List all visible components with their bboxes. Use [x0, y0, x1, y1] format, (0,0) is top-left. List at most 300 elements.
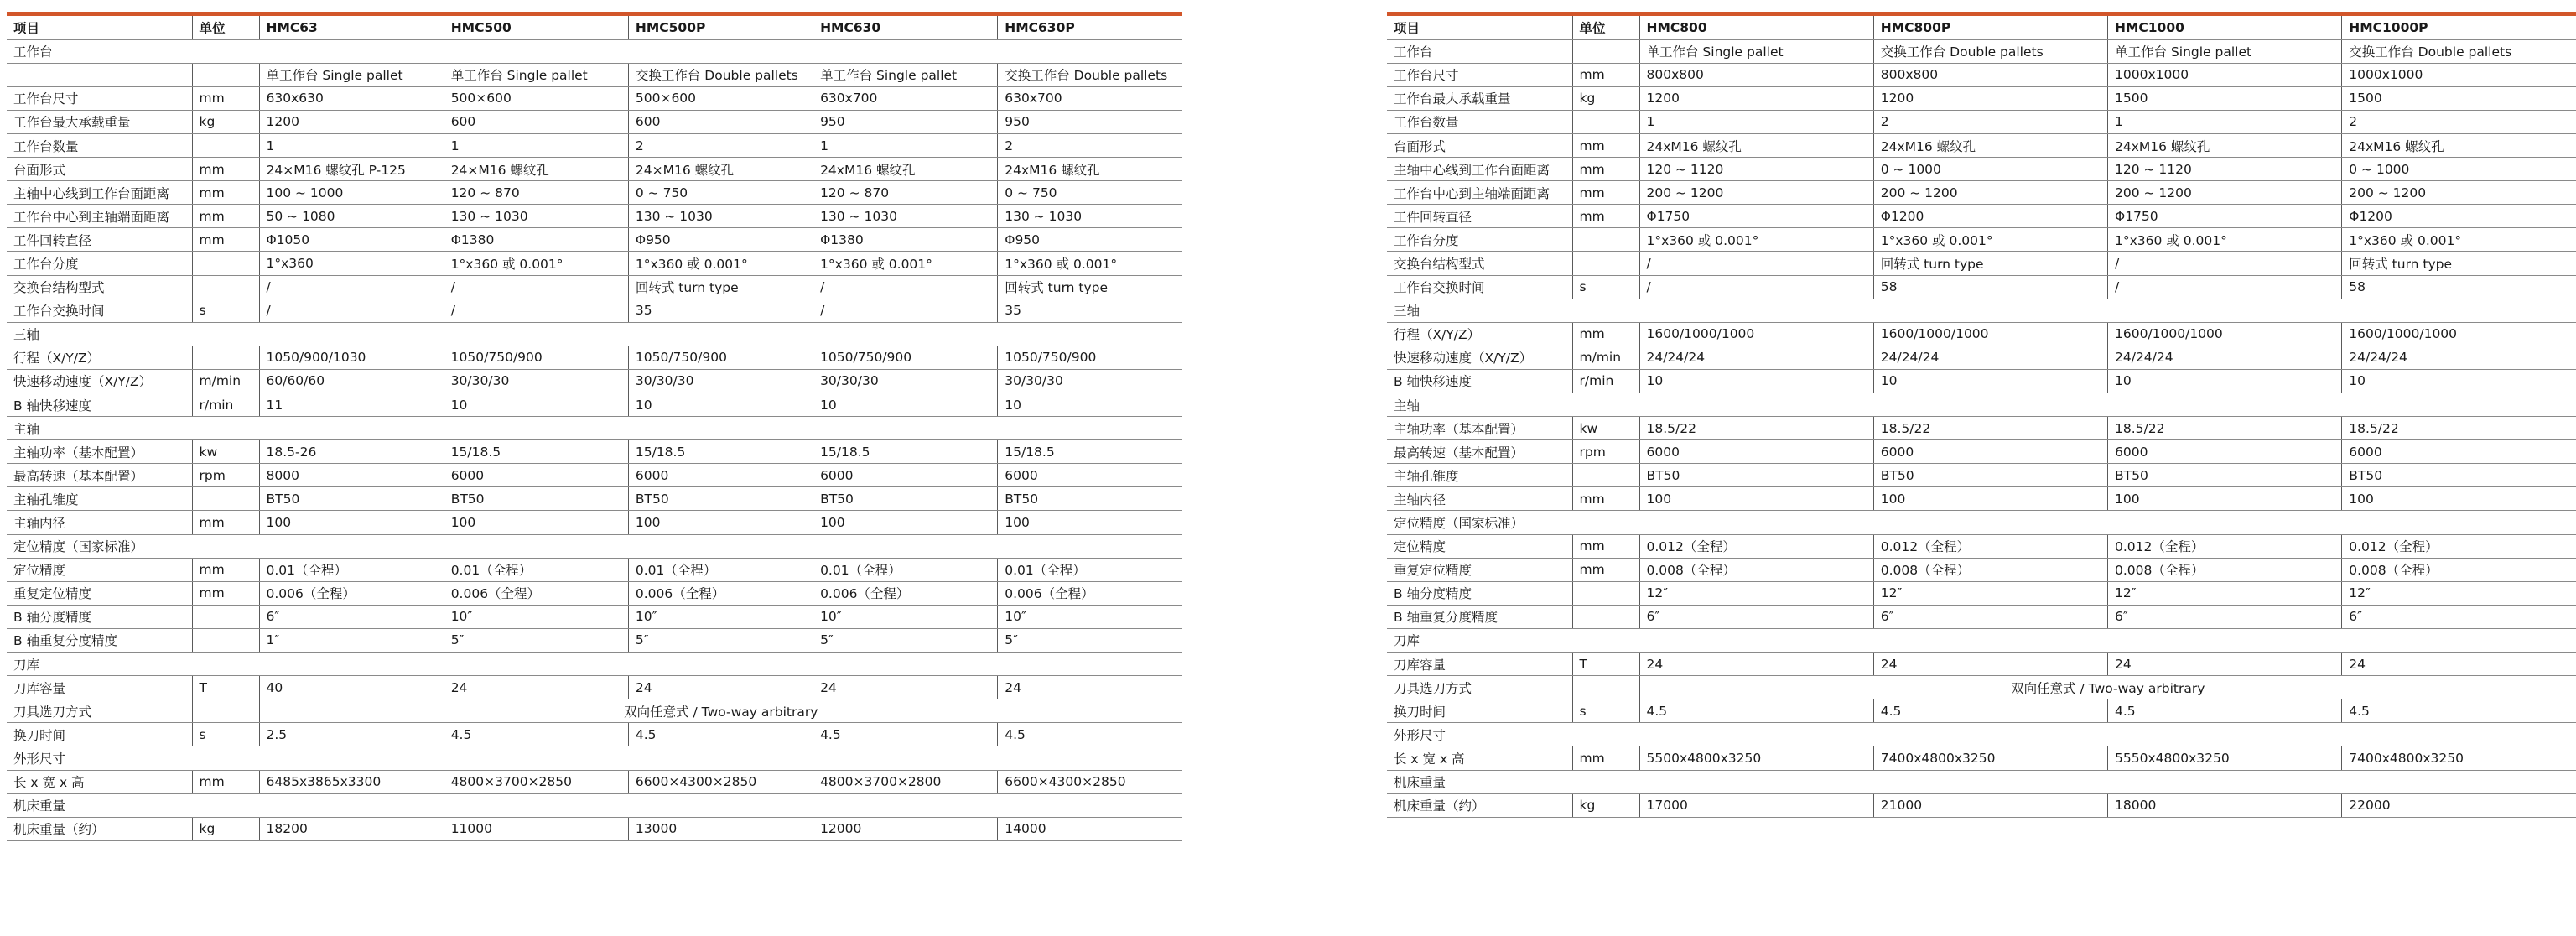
- section-label: 定位精度（国家标准）: [1387, 511, 2576, 534]
- unit-cell: s: [1572, 699, 1639, 723]
- table-row: [1387, 534, 2576, 558]
- table-row: [1387, 746, 2576, 770]
- table-row: [7, 133, 1182, 157]
- value-cell: 6485x3865x3300: [259, 770, 444, 793]
- unit-cell: mm: [192, 228, 259, 252]
- value-cell: 单工作台 Single pallet: [2108, 39, 2342, 63]
- value-cell: 1°x360: [259, 252, 444, 275]
- value-cell: 130 ~ 1030: [444, 205, 628, 228]
- unit-cell: mm: [192, 86, 259, 110]
- row-label: 主轴孔锥度: [7, 487, 192, 511]
- value-cell: 24×M16 螺纹孔: [628, 158, 813, 181]
- value-cell: 24/24/24: [1639, 346, 1873, 369]
- section-label: 外形尺寸: [1387, 723, 2576, 746]
- table-row: [1387, 605, 2576, 628]
- value-cell: 0 ~ 750: [998, 181, 1182, 205]
- value-cell: 8000: [259, 464, 444, 487]
- spec-table-right: [1387, 16, 2576, 818]
- unit-cell: [192, 628, 259, 652]
- unit-cell: [1572, 110, 1639, 133]
- value-cell: Φ1050: [259, 228, 444, 252]
- row-label: 刀具选刀方式: [1387, 676, 1572, 699]
- unit-cell: [1572, 676, 1639, 699]
- row-label: B 轴重复分度精度: [1387, 605, 1572, 628]
- value-cell: /: [813, 299, 998, 322]
- unit-cell: kg: [1572, 793, 1639, 817]
- row-label: 最高转速（基本配置）: [7, 464, 192, 487]
- value-cell: 120 ~ 1120: [1639, 158, 1873, 181]
- value-cell: Φ950: [998, 228, 1182, 252]
- unit-cell: [1572, 581, 1639, 605]
- value-cell: 11: [259, 393, 444, 417]
- value-cell: 4.5: [628, 723, 813, 746]
- value-cell: Φ1750: [2108, 205, 2342, 228]
- unit-cell: kg: [192, 817, 259, 840]
- value-cell: 5″: [628, 628, 813, 652]
- value-cell: 6″: [2108, 605, 2342, 628]
- table-row: [1387, 346, 2576, 369]
- value-cell: 1200: [259, 110, 444, 133]
- row-label: 工作台尺寸: [1387, 63, 1572, 86]
- table-row: [1387, 699, 2576, 723]
- value-cell: 950: [813, 110, 998, 133]
- table-row: [7, 275, 1182, 299]
- value-cell: /: [444, 275, 628, 299]
- value-cell: 24/24/24: [2342, 346, 2576, 369]
- value-cell: 1000x1000: [2108, 63, 2342, 86]
- value-cell: 5550x4800x3250: [2108, 746, 2342, 770]
- table-row: [7, 158, 1182, 181]
- section-label: 外形尺寸: [7, 746, 1182, 770]
- value-cell: 回转式 turn type: [998, 275, 1182, 299]
- row-label: B 轴快移速度: [7, 393, 192, 417]
- value-cell: 100: [259, 511, 444, 534]
- value-cell: 12″: [2108, 581, 2342, 605]
- table-row: [7, 369, 1182, 393]
- unit-cell: mm: [192, 511, 259, 534]
- value-cell: 120 ~ 1120: [2108, 158, 2342, 181]
- unit-cell: [192, 275, 259, 299]
- row-label: 机床重量（约）: [1387, 793, 1572, 817]
- row-label: 工作台分度: [1387, 228, 1572, 252]
- table-row: [7, 181, 1182, 205]
- value-cell: /: [813, 275, 998, 299]
- value-cell: 回转式 turn type: [628, 275, 813, 299]
- value-cell: 15/18.5: [998, 440, 1182, 464]
- value-cell: 交换工作台 Double pallets: [2342, 39, 2576, 63]
- value-cell: 1: [2108, 110, 2342, 133]
- value-cell: 1°x360 或 0.001°: [2108, 228, 2342, 252]
- value-cell: 58: [2342, 275, 2576, 299]
- header-cell: HMC500: [444, 16, 628, 39]
- unit-cell: [192, 252, 259, 275]
- section-label: 机床重量: [1387, 770, 2576, 793]
- unit-cell: [1572, 39, 1639, 63]
- section-row: [7, 746, 1182, 770]
- value-cell: 24: [2108, 653, 2342, 676]
- value-cell: 22000: [2342, 793, 2576, 817]
- unit-cell: [1572, 605, 1639, 628]
- value-cell: /: [1639, 252, 1873, 275]
- unit-cell: s: [1572, 275, 1639, 299]
- value-cell: 4.5: [1873, 699, 2107, 723]
- value-cell: 4.5: [2342, 699, 2576, 723]
- unit-cell: mm: [1572, 487, 1639, 511]
- value-cell: 24: [813, 676, 998, 699]
- value-cell: 24xM16 螺纹孔: [1639, 133, 1873, 157]
- unit-cell: r/min: [192, 393, 259, 417]
- value-cell: 单工作台 Single pallet: [813, 63, 998, 86]
- unit-cell: [192, 63, 259, 86]
- value-cell: 2.5: [259, 723, 444, 746]
- row-label: 定位精度: [1387, 534, 1572, 558]
- table-row: [1387, 133, 2576, 157]
- value-cell: 0.008（全程）: [2108, 558, 2342, 581]
- value-cell: Φ1380: [444, 228, 628, 252]
- value-cell: BT50: [2342, 464, 2576, 487]
- header-cell: HMC800P: [1873, 16, 2107, 39]
- row-label: 主轴中心线到工作台面距离: [7, 181, 192, 205]
- value-cell: 10: [813, 393, 998, 417]
- value-cell: 2: [998, 133, 1182, 157]
- value-cell: 500×600: [628, 86, 813, 110]
- value-cell: 800x800: [1639, 63, 1873, 86]
- value-cell: 15/18.5: [628, 440, 813, 464]
- spec-panel-right: [1387, 12, 2576, 818]
- value-cell: 10″: [444, 605, 628, 628]
- value-cell: 200 ~ 1200: [1873, 181, 2107, 205]
- value-cell: 200 ~ 1200: [1639, 181, 1873, 205]
- section-label: 主轴: [1387, 393, 2576, 417]
- row-label: 工件回转直径: [1387, 205, 1572, 228]
- row-label: 最高转速（基本配置）: [1387, 440, 1572, 464]
- row-label: 主轴内径: [1387, 487, 1572, 511]
- unit-cell: mm: [192, 158, 259, 181]
- unit-cell: [1572, 252, 1639, 275]
- table-row: [1387, 676, 2576, 699]
- row-label: 工作台分度: [7, 252, 192, 275]
- section-row: [1387, 511, 2576, 534]
- row-label: 工作台数量: [1387, 110, 1572, 133]
- section-row: [1387, 299, 2576, 322]
- value-cell: 10: [2108, 369, 2342, 393]
- row-label: 台面形式: [7, 158, 192, 181]
- table-row: [1387, 39, 2576, 63]
- table-row: [7, 770, 1182, 793]
- table-row: [7, 581, 1182, 605]
- value-cell: 1°x360 或 0.001°: [2342, 228, 2576, 252]
- value-cell: 单工作台 Single pallet: [1639, 39, 1873, 63]
- value-cell: 1°x360 或 0.001°: [628, 252, 813, 275]
- unit-cell: T: [1572, 653, 1639, 676]
- value-cell: BT50: [998, 487, 1182, 511]
- header-row: [1387, 16, 2576, 39]
- value-cell: 1°x360 或 0.001°: [444, 252, 628, 275]
- unit-cell: mm: [1572, 322, 1639, 346]
- value-cell: 6000: [628, 464, 813, 487]
- section-label: 机床重量: [7, 793, 1182, 817]
- value-cell: 5500x4800x3250: [1639, 746, 1873, 770]
- value-cell: 24xM16 螺纹孔: [998, 158, 1182, 181]
- value-cell: 500×600: [444, 86, 628, 110]
- value-cell: 1500: [2108, 86, 2342, 110]
- value-cell: 630x700: [813, 86, 998, 110]
- table-row: [1387, 793, 2576, 817]
- table-row: [7, 464, 1182, 487]
- table-row: [7, 723, 1182, 746]
- value-cell: 13000: [628, 817, 813, 840]
- value-cell: 4.5: [998, 723, 1182, 746]
- row-label: 工作台交换时间: [7, 299, 192, 322]
- value-cell: /: [444, 299, 628, 322]
- value-cell: 18200: [259, 817, 444, 840]
- value-cell: 10: [998, 393, 1182, 417]
- row-label: 快速移动速度（X/Y/Z）: [7, 369, 192, 393]
- value-cell: 14000: [998, 817, 1182, 840]
- unit-cell: [192, 699, 259, 723]
- table-row: [1387, 464, 2576, 487]
- unit-cell: [1572, 464, 1639, 487]
- value-cell: 200 ~ 1200: [2342, 181, 2576, 205]
- value-cell: 1200: [1873, 86, 2107, 110]
- value-cell: 24: [1873, 653, 2107, 676]
- value-cell: 24×M16 螺纹孔: [444, 158, 628, 181]
- row-label: 长 x 宽 x 高: [1387, 746, 1572, 770]
- table-row: [1387, 181, 2576, 205]
- value-cell: 6000: [2108, 440, 2342, 464]
- table-row: [7, 110, 1182, 133]
- table-row: [1387, 86, 2576, 110]
- row-label: 工作台中心到主轴端面距离: [7, 205, 192, 228]
- table-row: [1387, 158, 2576, 181]
- value-cell: 100: [1873, 487, 2107, 511]
- value-cell: 18.5/22: [1639, 417, 1873, 440]
- value-cell: 21000: [1873, 793, 2107, 817]
- value-cell: 10: [1873, 369, 2107, 393]
- value-cell: 回转式 turn type: [2342, 252, 2576, 275]
- value-cell: 600: [628, 110, 813, 133]
- table-row: [1387, 487, 2576, 511]
- value-cell: 6000: [813, 464, 998, 487]
- value-cell: 5″: [998, 628, 1182, 652]
- unit-cell: [192, 133, 259, 157]
- value-cell: 630x700: [998, 86, 1182, 110]
- value-cell: 6″: [1873, 605, 2107, 628]
- value-cell: 单工作台 Single pallet: [259, 63, 444, 86]
- row-label: 工作台中心到主轴端面距离: [1387, 181, 1572, 205]
- unit-cell: mm: [1572, 63, 1639, 86]
- value-cell: 1°x360 或 0.001°: [998, 252, 1182, 275]
- value-cell: 12″: [1873, 581, 2107, 605]
- table-row: [7, 605, 1182, 628]
- unit-cell: [192, 605, 259, 628]
- section-row: [1387, 628, 2576, 652]
- value-cell: 6000: [998, 464, 1182, 487]
- value-cell: 1″: [259, 628, 444, 652]
- value-cell: BT50: [813, 487, 998, 511]
- value-cell: BT50: [628, 487, 813, 511]
- value-cell: 0 ~ 1000: [2342, 158, 2576, 181]
- section-row: [7, 322, 1182, 346]
- value-cell: 10: [444, 393, 628, 417]
- value-cell: 7400x4800x3250: [2342, 746, 2576, 770]
- value-cell: 0.006（全程）: [259, 581, 444, 605]
- row-label: B 轴分度精度: [7, 605, 192, 628]
- unit-cell: mm: [1572, 534, 1639, 558]
- value-cell: 1600/1000/1000: [2108, 322, 2342, 346]
- table-row: [1387, 440, 2576, 464]
- header-cell: 单位: [192, 16, 259, 39]
- value-cell: 600: [444, 110, 628, 133]
- section-row: [1387, 393, 2576, 417]
- row-label: 行程（X/Y/Z）: [7, 346, 192, 369]
- row-label: B 轴重复分度精度: [7, 628, 192, 652]
- value-cell: 130 ~ 1030: [813, 205, 998, 228]
- spec-table-left: [7, 16, 1182, 841]
- row-label: 主轴内径: [7, 511, 192, 534]
- table-row: [1387, 322, 2576, 346]
- table-row: [1387, 581, 2576, 605]
- unit-cell: [192, 346, 259, 369]
- header-cell: HMC1000: [2108, 16, 2342, 39]
- value-cell: 15/18.5: [444, 440, 628, 464]
- row-label: 重复定位精度: [1387, 558, 1572, 581]
- value-cell: 1200: [1639, 86, 1873, 110]
- value-cell: 18.5-26: [259, 440, 444, 464]
- row-label: 机床重量（约）: [7, 817, 192, 840]
- value-cell: 800x800: [1873, 63, 2107, 86]
- value-cell: 1: [444, 133, 628, 157]
- row-label: 快速移动速度（X/Y/Z）: [1387, 346, 1572, 369]
- value-cell: 18.5/22: [2108, 417, 2342, 440]
- value-cell: 0 ~ 1000: [1873, 158, 2107, 181]
- table-row: [7, 346, 1182, 369]
- unit-cell: s: [192, 723, 259, 746]
- row-label: 重复定位精度: [7, 581, 192, 605]
- section-label: 三轴: [1387, 299, 2576, 322]
- row-label: 工件回转直径: [7, 228, 192, 252]
- merged-value-cell: 双向任意式 / Two-way arbitrary: [259, 699, 1182, 723]
- value-cell: 1: [813, 133, 998, 157]
- value-cell: 0.006（全程）: [628, 581, 813, 605]
- section-label: 主轴: [7, 417, 1182, 440]
- value-cell: 100 ~ 1000: [259, 181, 444, 205]
- unit-cell: rpm: [1572, 440, 1639, 464]
- value-cell: 6″: [1639, 605, 1873, 628]
- value-cell: 0.01（全程）: [813, 558, 998, 581]
- value-cell: 18.5/22: [1873, 417, 2107, 440]
- value-cell: 1600/1000/1000: [1873, 322, 2107, 346]
- row-label: 刀具选刀方式: [7, 699, 192, 723]
- value-cell: Φ1200: [1873, 205, 2107, 228]
- row-label: 主轴中心线到工作台面距离: [1387, 158, 1572, 181]
- section-label: 三轴: [7, 322, 1182, 346]
- value-cell: 4.5: [813, 723, 998, 746]
- value-cell: 10″: [628, 605, 813, 628]
- value-cell: 24: [1639, 653, 1873, 676]
- value-cell: /: [1639, 275, 1873, 299]
- header-cell: HMC800: [1639, 16, 1873, 39]
- value-cell: Φ950: [628, 228, 813, 252]
- unit-cell: mm: [1572, 133, 1639, 157]
- row-label: 刀库容量: [7, 676, 192, 699]
- unit-cell: kw: [1572, 417, 1639, 440]
- value-cell: 10: [628, 393, 813, 417]
- unit-cell: mm: [192, 770, 259, 793]
- value-cell: 12″: [1639, 581, 1873, 605]
- table-row: [7, 299, 1182, 322]
- section-label: 工作台: [7, 39, 1182, 63]
- value-cell: 630x630: [259, 86, 444, 110]
- value-cell: 24/24/24: [2108, 346, 2342, 369]
- table-row: [7, 228, 1182, 252]
- value-cell: Φ1380: [813, 228, 998, 252]
- value-cell: 6600×4300×2850: [998, 770, 1182, 793]
- table-row: [7, 487, 1182, 511]
- value-cell: 6000: [1639, 440, 1873, 464]
- unit-cell: [192, 487, 259, 511]
- row-label: 工作台: [1387, 39, 1572, 63]
- row-label: 行程（X/Y/Z）: [1387, 322, 1572, 346]
- value-cell: 1050/750/900: [998, 346, 1182, 369]
- spec-panel-left: [7, 12, 1182, 841]
- table-row: [7, 699, 1182, 723]
- row-label: 长 x 宽 x 高: [7, 770, 192, 793]
- value-cell: 0.006（全程）: [813, 581, 998, 605]
- value-cell: 24: [444, 676, 628, 699]
- value-cell: 100: [2342, 487, 2576, 511]
- section-row: [7, 417, 1182, 440]
- value-cell: 5″: [813, 628, 998, 652]
- value-cell: 0.01（全程）: [259, 558, 444, 581]
- value-cell: 7400x4800x3250: [1873, 746, 2107, 770]
- row-label: 换刀时间: [7, 723, 192, 746]
- value-cell: 1000x1000: [2342, 63, 2576, 86]
- row-label: B 轴分度精度: [1387, 581, 1572, 605]
- value-cell: 100: [998, 511, 1182, 534]
- row-label: 主轴功率（基本配置）: [7, 440, 192, 464]
- value-cell: 6000: [1873, 440, 2107, 464]
- value-cell: /: [2108, 275, 2342, 299]
- value-cell: 24/24/24: [1873, 346, 2107, 369]
- value-cell: 40: [259, 676, 444, 699]
- value-cell: 12″: [2342, 581, 2576, 605]
- value-cell: 100: [444, 511, 628, 534]
- table-row: [1387, 275, 2576, 299]
- value-cell: 120 ~ 870: [813, 181, 998, 205]
- value-cell: BT50: [2108, 464, 2342, 487]
- row-label: 交换台结构型式: [7, 275, 192, 299]
- section-row: [1387, 723, 2576, 746]
- unit-cell: mm: [1572, 205, 1639, 228]
- row-label: 台面形式: [1387, 133, 1572, 157]
- header-cell: 项目: [1387, 16, 1572, 39]
- value-cell: 0.012（全程）: [1873, 534, 2107, 558]
- value-cell: 1600/1000/1000: [2342, 322, 2576, 346]
- row-label: [7, 63, 192, 86]
- value-cell: 0.01（全程）: [444, 558, 628, 581]
- header-cell: HMC1000P: [2342, 16, 2576, 39]
- table-row: [7, 63, 1182, 86]
- section-label: 刀库: [7, 653, 1182, 676]
- value-cell: 24: [998, 676, 1182, 699]
- value-cell: 单工作台 Single pallet: [444, 63, 628, 86]
- value-cell: 130 ~ 1030: [628, 205, 813, 228]
- value-cell: 10: [2342, 369, 2576, 393]
- value-cell: 15/18.5: [813, 440, 998, 464]
- value-cell: 交换工作台 Double pallets: [1873, 39, 2107, 63]
- row-label: 主轴功率（基本配置）: [1387, 417, 1572, 440]
